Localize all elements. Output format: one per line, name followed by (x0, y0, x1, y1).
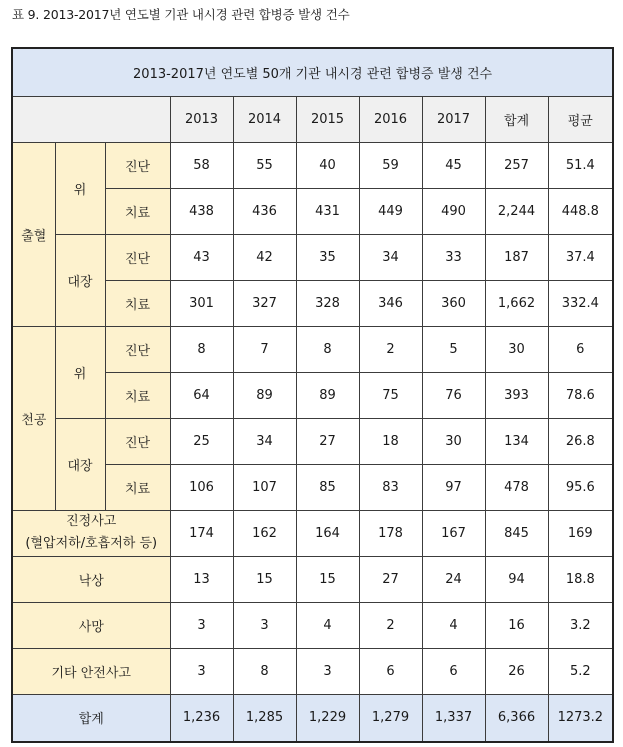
table-row (12, 142, 613, 188)
complication-table (11, 47, 614, 743)
label-diagnosis: 진단 (105, 418, 170, 464)
cell: 107 (233, 464, 296, 510)
cell: 18 (359, 418, 422, 464)
cell: 845 (485, 510, 548, 556)
cell: 8 (170, 326, 233, 372)
cell: 33 (422, 234, 485, 280)
cell: 328 (296, 280, 359, 326)
cell: 449 (359, 188, 422, 234)
cell: 346 (359, 280, 422, 326)
group-perforation: 천공 (12, 326, 55, 510)
cell: 58 (170, 142, 233, 188)
cell: 8 (233, 648, 296, 694)
label-treatment: 치료 (105, 464, 170, 510)
cell: 16 (485, 602, 548, 648)
cell: 169 (548, 510, 613, 556)
cell: 24 (422, 556, 485, 602)
cell: 76 (422, 372, 485, 418)
header-row (12, 96, 613, 142)
cell: 89 (296, 372, 359, 418)
header-2013: 2013 (170, 96, 233, 142)
cell: 2 (359, 326, 422, 372)
cell: 167 (422, 510, 485, 556)
cell: 5 (422, 326, 485, 372)
table-row (12, 510, 613, 556)
cell: 393 (485, 372, 548, 418)
table-row (12, 602, 613, 648)
header-2014: 2014 (233, 96, 296, 142)
cell: 1,662 (485, 280, 548, 326)
cell: 64 (170, 372, 233, 418)
label-treatment: 치료 (105, 372, 170, 418)
cell: 431 (296, 188, 359, 234)
cell: 45 (422, 142, 485, 188)
cell: 1,229 (296, 694, 359, 742)
cell: 15 (233, 556, 296, 602)
cell: 3 (233, 602, 296, 648)
cell: 26.8 (548, 418, 613, 464)
subgroup-colon: 대장 (55, 418, 105, 510)
cell: 75 (359, 372, 422, 418)
header-2015: 2015 (296, 96, 359, 142)
cell: 59 (359, 142, 422, 188)
table-row (12, 326, 613, 372)
cell: 106 (170, 464, 233, 510)
cell: 438 (170, 188, 233, 234)
cell: 34 (359, 234, 422, 280)
cell: 164 (296, 510, 359, 556)
cell: 37.4 (548, 234, 613, 280)
cell: 18.8 (548, 556, 613, 602)
table-body (12, 48, 613, 742)
cell: 13 (170, 556, 233, 602)
cell: 187 (485, 234, 548, 280)
subgroup-stomach: 위 (55, 326, 105, 418)
cell: 2 (359, 602, 422, 648)
label-diagnosis: 진단 (105, 326, 170, 372)
cell: 30 (485, 326, 548, 372)
table-caption: 표 9. 2013-2017년 연도별 기관 내시경 관련 합병증 발생 건수 (12, 7, 350, 22)
cell: 332.4 (548, 280, 613, 326)
cell: 83 (359, 464, 422, 510)
title-row (12, 48, 613, 96)
subgroup-stomach: 위 (55, 142, 105, 234)
cell: 3.2 (548, 602, 613, 648)
cell: 27 (359, 556, 422, 602)
label-sedation-line2: (혈압저하/호흡저하 등) (25, 536, 158, 551)
label-fall: 낙상 (12, 556, 170, 602)
cell: 4 (296, 602, 359, 648)
cell: 1,337 (422, 694, 485, 742)
total-row (12, 694, 613, 742)
cell: 42 (233, 234, 296, 280)
cell: 6 (422, 648, 485, 694)
label-death: 사망 (12, 602, 170, 648)
label-diagnosis: 진단 (105, 234, 170, 280)
cell: 174 (170, 510, 233, 556)
cell: 26 (485, 648, 548, 694)
cell: 55 (233, 142, 296, 188)
header-2017: 2017 (422, 96, 485, 142)
cell: 85 (296, 464, 359, 510)
table-row (12, 556, 613, 602)
label-total: 합계 (12, 694, 170, 742)
label-other-safety: 기타 안전사고 (12, 648, 170, 694)
cell: 40 (296, 142, 359, 188)
cell: 1,279 (359, 694, 422, 742)
cell: 34 (233, 418, 296, 464)
cell: 1273.2 (548, 694, 613, 742)
cell: 89 (233, 372, 296, 418)
cell: 1,236 (170, 694, 233, 742)
header-2016: 2016 (359, 96, 422, 142)
cell: 6 (359, 648, 422, 694)
label-treatment: 치료 (105, 280, 170, 326)
cell: 15 (296, 556, 359, 602)
header-blank (12, 96, 170, 142)
table-row (12, 648, 613, 694)
subgroup-colon: 대장 (55, 234, 105, 326)
cell: 97 (422, 464, 485, 510)
cell: 178 (359, 510, 422, 556)
cell: 436 (233, 188, 296, 234)
cell: 5.2 (548, 648, 613, 694)
header-average: 평균 (548, 96, 613, 142)
cell: 8 (296, 326, 359, 372)
cell: 43 (170, 234, 233, 280)
cell: 301 (170, 280, 233, 326)
label-sedation (12, 510, 170, 556)
cell: 360 (422, 280, 485, 326)
cell: 35 (296, 234, 359, 280)
cell: 6 (548, 326, 613, 372)
cell: 30 (422, 418, 485, 464)
table-row (12, 418, 613, 464)
cell: 478 (485, 464, 548, 510)
cell: 95.6 (548, 464, 613, 510)
label-treatment: 치료 (105, 188, 170, 234)
header-total: 합계 (485, 96, 548, 142)
cell: 27 (296, 418, 359, 464)
cell: 25 (170, 418, 233, 464)
cell: 448.8 (548, 188, 613, 234)
cell: 4 (422, 602, 485, 648)
cell: 7 (233, 326, 296, 372)
cell: 162 (233, 510, 296, 556)
cell: 3 (170, 648, 233, 694)
cell: 3 (296, 648, 359, 694)
cell: 78.6 (548, 372, 613, 418)
cell: 1,285 (233, 694, 296, 742)
cell: 257 (485, 142, 548, 188)
cell: 2,244 (485, 188, 548, 234)
group-bleeding: 출혈 (12, 142, 55, 326)
table-row (12, 234, 613, 280)
cell: 134 (485, 418, 548, 464)
cell: 3 (170, 602, 233, 648)
table-title: 2013-2017년 연도별 50개 기관 내시경 관련 합병증 발생 건수 (12, 48, 613, 96)
cell: 490 (422, 188, 485, 234)
cell: 51.4 (548, 142, 613, 188)
cell: 327 (233, 280, 296, 326)
cell: 6,366 (485, 694, 548, 742)
label-diagnosis: 진단 (105, 142, 170, 188)
label-sedation-line1: 진정사고 (66, 514, 117, 529)
cell: 94 (485, 556, 548, 602)
